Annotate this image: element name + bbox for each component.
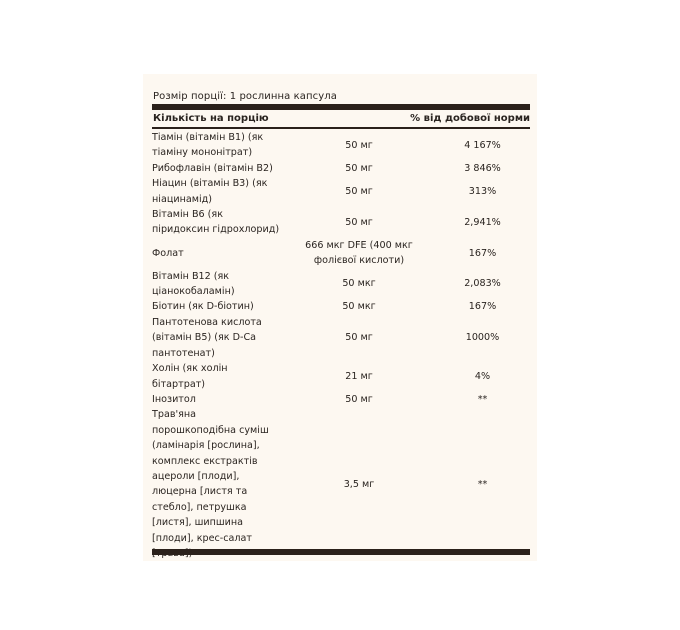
table-row bbox=[152, 392, 530, 407]
nutrient-daily-value: 3 846% bbox=[464, 162, 501, 174]
nutrient-daily-value: 1000% bbox=[465, 332, 500, 344]
nutrient-daily-value: 4 167% bbox=[464, 139, 501, 151]
nutrient-amount: 50 мг bbox=[345, 162, 373, 174]
serving-size: Розмір порції: 1 рослинна капсула bbox=[153, 91, 337, 102]
nutrient-daily-value: 167% bbox=[468, 301, 497, 313]
nutrient-daily-value: 2,083% bbox=[464, 278, 501, 290]
nutrient-amount: 3,5 мг bbox=[343, 478, 375, 490]
nutrient-name: Вітамін B6 (як піридоксин гідрохлорид) bbox=[152, 209, 280, 236]
nutrient-daily-value: ** bbox=[477, 393, 488, 405]
top-rule bbox=[152, 104, 530, 110]
nutrient-rows bbox=[152, 130, 530, 561]
nutrient-name: Рибофлавін (вітамін B2) bbox=[152, 162, 273, 174]
nutrient-name: Холін (як холін бітартрат) bbox=[152, 363, 228, 390]
nutrient-daily-value: 4% bbox=[474, 370, 491, 382]
nutrient-name: Трав'яна порошкоподібна суміш (ламінарія [рослина], комплекс екстрактів ацероли [плоди], люцерна [листя та стебло], петрушка [листя], шипшина [плоди], крес-салат bbox=[152, 409, 269, 544]
nutrient-name: Інозитол bbox=[152, 393, 196, 405]
nutrient-daily-value: 2,941% bbox=[464, 216, 501, 228]
bottom-rule bbox=[152, 549, 530, 555]
nutrient-amount: 50 мкг bbox=[342, 278, 376, 290]
table-row bbox=[152, 407, 530, 561]
nutrient-name: Вітамін B12 (як ціанокобаламін) bbox=[152, 270, 235, 298]
table-row bbox=[152, 176, 530, 207]
nutrient-amount: 21 мг bbox=[345, 370, 373, 382]
nutrient-daily-value: ** bbox=[477, 478, 488, 490]
nutrient-amount: 50 мг bbox=[345, 332, 373, 344]
nutrient-amount: 50 мкг bbox=[342, 301, 376, 313]
nutrient-amount: 50 мг bbox=[345, 216, 373, 228]
table-row bbox=[152, 207, 530, 238]
table-row bbox=[152, 130, 530, 161]
nutrient-name: Пантотенова кислота (вітамін B5) (як D-Ca пантотенат) bbox=[152, 316, 262, 359]
nutrient-table bbox=[152, 130, 530, 561]
nutrient-amount: 50 мг bbox=[345, 393, 373, 405]
header-rule bbox=[152, 127, 530, 129]
daily-value-header: % від добової норми bbox=[410, 113, 530, 124]
table-row bbox=[152, 315, 530, 361]
table-row bbox=[152, 299, 530, 314]
table-row bbox=[152, 269, 530, 300]
nutrient-name: Фолат bbox=[152, 247, 184, 259]
nutrient-name: Тіамін (вітамін B1) (як тіаміну мононітрат) bbox=[152, 132, 264, 159]
nutrient-amount: 50 мг bbox=[345, 139, 373, 151]
amount-per-serving-header: Кількість на порцію bbox=[153, 113, 269, 124]
table-row bbox=[152, 238, 530, 269]
nutrient-name: Ніацин (вітамін B3) (як ніацинамід) bbox=[152, 178, 268, 205]
nutrient-amount: 666 мкг DFE (400 мкг фолієвої кислоти) bbox=[305, 239, 413, 267]
table-row bbox=[152, 361, 530, 392]
nutrient-daily-value: 313% bbox=[468, 185, 497, 197]
nutrient-amount: 50 мг bbox=[345, 185, 373, 197]
table-row bbox=[152, 161, 530, 176]
nutrient-daily-value: 167% bbox=[468, 247, 497, 259]
nutrient-name: Біотин (як D-біотин) bbox=[152, 301, 254, 313]
